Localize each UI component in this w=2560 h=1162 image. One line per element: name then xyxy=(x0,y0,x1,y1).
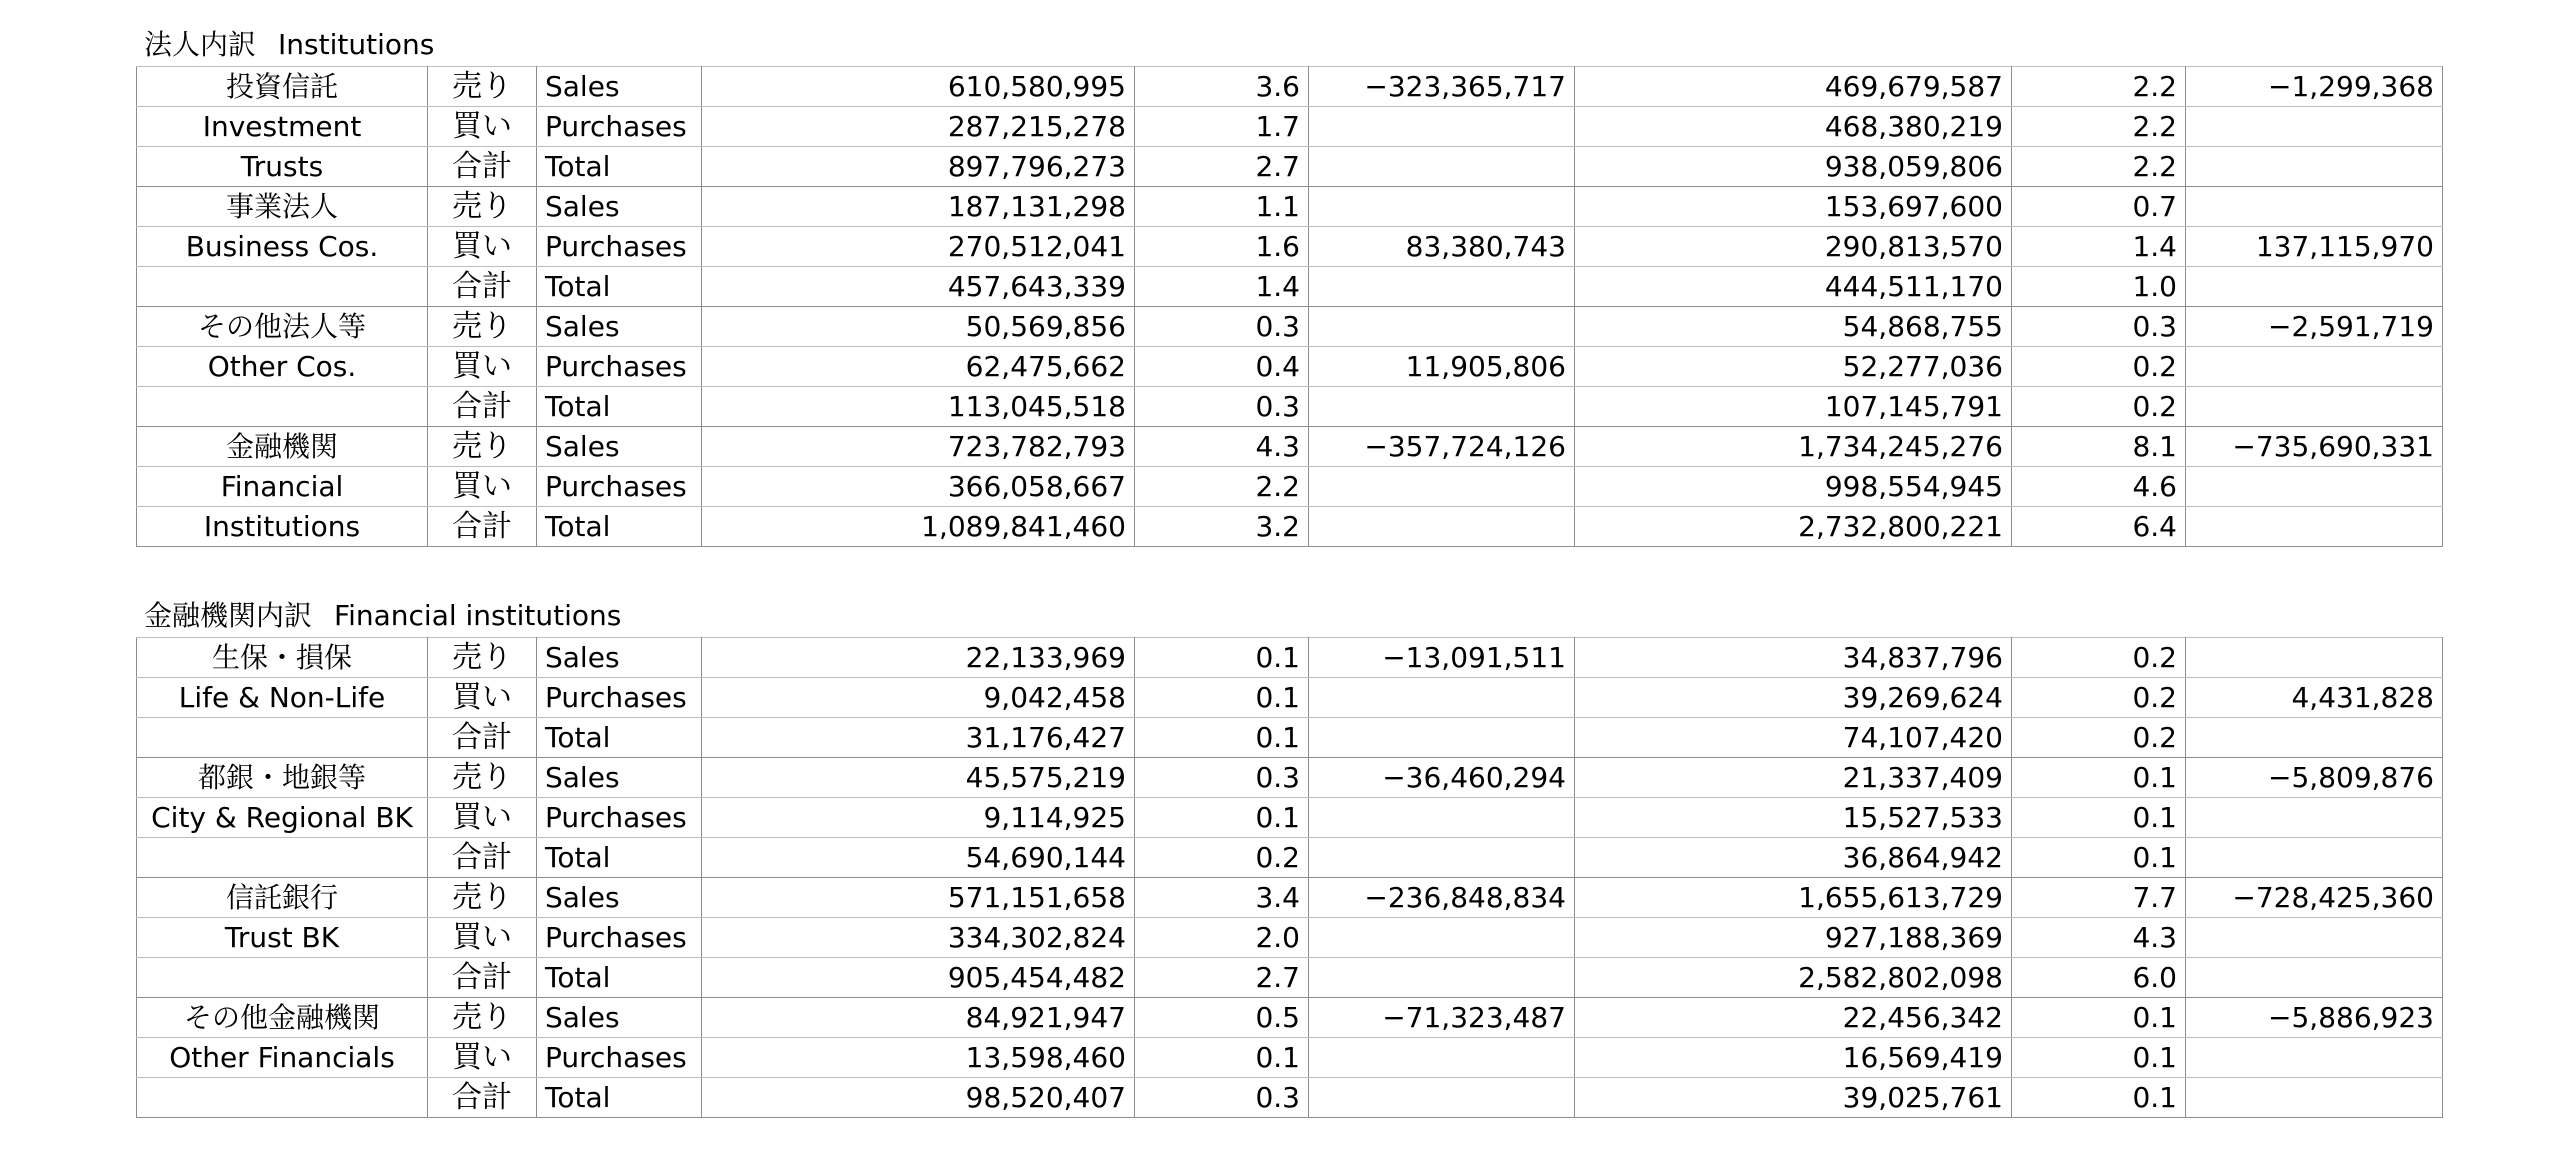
value-current: 187,131,298 xyxy=(702,187,1135,227)
balance-previous: −5,809,876 xyxy=(2186,758,2443,798)
value-current: 723,782,793 xyxy=(702,427,1135,467)
category-name: Institutions xyxy=(137,507,428,547)
category-name xyxy=(137,267,428,307)
share-previous: 0.2 xyxy=(2012,387,2186,427)
share-current: 2.2 xyxy=(1135,467,1309,507)
category-name: Other Financials xyxy=(137,1038,428,1078)
share-current: 0.1 xyxy=(1135,1038,1309,1078)
value-current: 54,690,144 xyxy=(702,838,1135,878)
share-previous: 1.4 xyxy=(2012,227,2186,267)
value-previous: 290,813,570 xyxy=(1575,227,2012,267)
balance-current xyxy=(1309,798,1575,838)
table-row xyxy=(137,758,2443,798)
balance-current xyxy=(1309,147,1575,187)
balance-current xyxy=(1309,107,1575,147)
share-current: 0.3 xyxy=(1135,307,1309,347)
balance-current: −323,365,717 xyxy=(1309,67,1575,107)
category-name xyxy=(137,1078,428,1118)
share-previous: 4.6 xyxy=(2012,467,2186,507)
type-en: Total xyxy=(537,387,702,427)
balance-previous: −735,690,331 xyxy=(2186,427,2443,467)
table-row xyxy=(137,838,2443,878)
type-en: Sales xyxy=(537,307,702,347)
type-jp: 売り xyxy=(428,187,537,227)
value-current: 905,454,482 xyxy=(702,958,1135,998)
table-row xyxy=(137,678,2443,718)
category-name: その他金融機関 xyxy=(137,998,428,1038)
category-name: 信託銀行 xyxy=(137,878,428,918)
balance-previous: −1,299,368 xyxy=(2186,67,2443,107)
share-current: 1.6 xyxy=(1135,227,1309,267)
type-en: Sales xyxy=(537,638,702,678)
value-previous: 34,837,796 xyxy=(1575,638,2012,678)
balance-previous xyxy=(2186,958,2443,998)
table-row xyxy=(137,918,2443,958)
table-row xyxy=(137,467,2443,507)
table-row xyxy=(137,718,2443,758)
type-jp: 合計 xyxy=(428,147,537,187)
table-row xyxy=(137,427,2443,467)
share-current: 0.1 xyxy=(1135,638,1309,678)
share-current: 0.1 xyxy=(1135,718,1309,758)
share-current: 2.7 xyxy=(1135,958,1309,998)
type-en: Purchases xyxy=(537,347,702,387)
type-jp: 合計 xyxy=(428,387,537,427)
value-current: 62,475,662 xyxy=(702,347,1135,387)
balance-current xyxy=(1309,187,1575,227)
type-en: Sales xyxy=(537,67,702,107)
type-en: Sales xyxy=(537,427,702,467)
category-name: Business Cos. xyxy=(137,227,428,267)
value-previous: 107,145,791 xyxy=(1575,387,2012,427)
category-name: Other Cos. xyxy=(137,347,428,387)
value-previous: 153,697,600 xyxy=(1575,187,2012,227)
share-current: 2.7 xyxy=(1135,147,1309,187)
share-current: 0.2 xyxy=(1135,838,1309,878)
type-jp: 売り xyxy=(428,638,537,678)
value-previous: 1,655,613,729 xyxy=(1575,878,2012,918)
balance-previous: 137,115,970 xyxy=(2186,227,2443,267)
balance-previous: −5,886,923 xyxy=(2186,998,2443,1038)
type-jp: 合計 xyxy=(428,958,537,998)
balance-previous xyxy=(2186,638,2443,678)
category-name xyxy=(137,718,428,758)
value-current: 9,042,458 xyxy=(702,678,1135,718)
value-previous: 52,277,036 xyxy=(1575,347,2012,387)
value-previous: 1,734,245,276 xyxy=(1575,427,2012,467)
share-previous: 2.2 xyxy=(2012,67,2186,107)
share-previous: 6.0 xyxy=(2012,958,2186,998)
value-previous: 927,188,369 xyxy=(1575,918,2012,958)
share-current: 2.0 xyxy=(1135,918,1309,958)
balance-previous xyxy=(2186,507,2443,547)
type-en: Sales xyxy=(537,758,702,798)
category-name: Trusts xyxy=(137,147,428,187)
value-current: 9,114,925 xyxy=(702,798,1135,838)
category-name xyxy=(137,387,428,427)
value-previous: 468,380,219 xyxy=(1575,107,2012,147)
value-current: 287,215,278 xyxy=(702,107,1135,147)
category-name: その他法人等 xyxy=(137,307,428,347)
share-previous: 0.7 xyxy=(2012,187,2186,227)
balance-previous: −2,591,719 xyxy=(2186,307,2443,347)
section-title-financial-institutions xyxy=(144,599,621,633)
type-en: Sales xyxy=(537,878,702,918)
value-current: 1,089,841,460 xyxy=(702,507,1135,547)
type-jp: 売り xyxy=(428,878,537,918)
balance-previous xyxy=(2186,387,2443,427)
balance-previous xyxy=(2186,718,2443,758)
type-en: Total xyxy=(537,267,702,307)
share-previous: 4.3 xyxy=(2012,918,2186,958)
value-previous: 938,059,806 xyxy=(1575,147,2012,187)
type-en: Total xyxy=(537,958,702,998)
balance-current xyxy=(1309,467,1575,507)
balance-previous: −728,425,360 xyxy=(2186,878,2443,918)
type-jp: 合計 xyxy=(428,718,537,758)
share-current: 3.2 xyxy=(1135,507,1309,547)
share-previous: 2.2 xyxy=(2012,147,2186,187)
value-previous: 39,269,624 xyxy=(1575,678,2012,718)
value-previous: 998,554,945 xyxy=(1575,467,2012,507)
share-previous: 0.1 xyxy=(2012,1038,2186,1078)
type-jp: 買い xyxy=(428,227,537,267)
value-current: 31,176,427 xyxy=(702,718,1135,758)
share-current: 1.7 xyxy=(1135,107,1309,147)
value-current: 98,520,407 xyxy=(702,1078,1135,1118)
balance-current xyxy=(1309,958,1575,998)
share-current: 4.3 xyxy=(1135,427,1309,467)
balance-previous xyxy=(2186,1078,2443,1118)
table-row xyxy=(137,267,2443,307)
type-en: Purchases xyxy=(537,227,702,267)
share-previous: 0.1 xyxy=(2012,758,2186,798)
category-name xyxy=(137,958,428,998)
share-previous: 1.0 xyxy=(2012,267,2186,307)
value-current: 897,796,273 xyxy=(702,147,1135,187)
table-row xyxy=(137,958,2443,998)
share-current: 3.4 xyxy=(1135,878,1309,918)
share-current: 1.1 xyxy=(1135,187,1309,227)
type-jp: 売り xyxy=(428,67,537,107)
type-en: Purchases xyxy=(537,678,702,718)
balance-previous xyxy=(2186,798,2443,838)
balance-current xyxy=(1309,718,1575,758)
balance-current xyxy=(1309,1078,1575,1118)
value-previous: 2,732,800,221 xyxy=(1575,507,2012,547)
table-row xyxy=(137,638,2443,678)
share-previous: 0.1 xyxy=(2012,798,2186,838)
value-current: 113,045,518 xyxy=(702,387,1135,427)
table-row xyxy=(137,107,2443,147)
value-current: 457,643,339 xyxy=(702,267,1135,307)
balance-current xyxy=(1309,678,1575,718)
table-row xyxy=(137,507,2443,547)
type-en: Sales xyxy=(537,187,702,227)
value-previous: 444,511,170 xyxy=(1575,267,2012,307)
balance-previous: 4,431,828 xyxy=(2186,678,2443,718)
type-en: Purchases xyxy=(537,918,702,958)
table-row xyxy=(137,347,2443,387)
category-name: 生保・損保 xyxy=(137,638,428,678)
balance-previous xyxy=(2186,267,2443,307)
value-current: 84,921,947 xyxy=(702,998,1135,1038)
share-current: 0.1 xyxy=(1135,798,1309,838)
balance-previous xyxy=(2186,187,2443,227)
value-current: 571,151,658 xyxy=(702,878,1135,918)
table-row xyxy=(137,878,2443,918)
type-jp: 買い xyxy=(428,107,537,147)
balance-current: −236,848,834 xyxy=(1309,878,1575,918)
category-name: 事業法人 xyxy=(137,187,428,227)
value-current: 45,575,219 xyxy=(702,758,1135,798)
share-previous: 0.3 xyxy=(2012,307,2186,347)
type-en: Purchases xyxy=(537,1038,702,1078)
category-name: Life & Non-Life xyxy=(137,678,428,718)
type-jp: 売り xyxy=(428,307,537,347)
balance-current: 83,380,743 xyxy=(1309,227,1575,267)
type-jp: 買い xyxy=(428,347,537,387)
table-row xyxy=(137,1038,2443,1078)
section-title-en: Institutions xyxy=(278,28,435,61)
type-jp: 合計 xyxy=(428,267,537,307)
category-name: 投資信託 xyxy=(137,67,428,107)
table-row xyxy=(137,227,2443,267)
type-jp: 売り xyxy=(428,427,537,467)
type-jp: 合計 xyxy=(428,507,537,547)
share-previous: 0.2 xyxy=(2012,678,2186,718)
share-previous: 0.2 xyxy=(2012,638,2186,678)
share-current: 1.4 xyxy=(1135,267,1309,307)
type-en: Purchases xyxy=(537,798,702,838)
type-en: Total xyxy=(537,718,702,758)
share-previous: 8.1 xyxy=(2012,427,2186,467)
share-current: 0.3 xyxy=(1135,758,1309,798)
value-previous: 39,025,761 xyxy=(1575,1078,2012,1118)
value-previous: 21,337,409 xyxy=(1575,758,2012,798)
type-jp: 買い xyxy=(428,918,537,958)
value-previous: 74,107,420 xyxy=(1575,718,2012,758)
share-previous: 0.1 xyxy=(2012,1078,2186,1118)
balance-previous xyxy=(2186,467,2443,507)
balance-current xyxy=(1309,387,1575,427)
type-en: Total xyxy=(537,838,702,878)
balance-current xyxy=(1309,1038,1575,1078)
share-current: 0.3 xyxy=(1135,1078,1309,1118)
section-title-jp: 法人内訳 xyxy=(144,28,257,61)
value-current: 22,133,969 xyxy=(702,638,1135,678)
type-en: Total xyxy=(537,507,702,547)
category-name: 都銀・地銀等 xyxy=(137,758,428,798)
balance-current xyxy=(1309,838,1575,878)
section-title-jp: 金融機関内訳 xyxy=(144,599,313,632)
type-jp: 買い xyxy=(428,467,537,507)
share-previous: 7.7 xyxy=(2012,878,2186,918)
value-current: 334,302,824 xyxy=(702,918,1135,958)
balance-current xyxy=(1309,507,1575,547)
balance-current xyxy=(1309,267,1575,307)
type-jp: 合計 xyxy=(428,838,537,878)
balance-previous xyxy=(2186,1038,2443,1078)
balance-previous xyxy=(2186,347,2443,387)
value-current: 270,512,041 xyxy=(702,227,1135,267)
share-current: 0.4 xyxy=(1135,347,1309,387)
category-name: Investment xyxy=(137,107,428,147)
table-row xyxy=(137,387,2443,427)
share-current: 0.5 xyxy=(1135,998,1309,1038)
balance-current: −36,460,294 xyxy=(1309,758,1575,798)
category-name xyxy=(137,838,428,878)
table-row xyxy=(137,67,2443,107)
balance-previous xyxy=(2186,107,2443,147)
balance-previous xyxy=(2186,918,2443,958)
share-current: 3.6 xyxy=(1135,67,1309,107)
type-en: Total xyxy=(537,147,702,187)
category-name: City & Regional BK xyxy=(137,798,428,838)
balance-current: −357,724,126 xyxy=(1309,427,1575,467)
type-jp: 買い xyxy=(428,678,537,718)
type-jp: 売り xyxy=(428,758,537,798)
table-row xyxy=(137,1078,2443,1118)
balance-current: 11,905,806 xyxy=(1309,347,1575,387)
type-jp: 売り xyxy=(428,998,537,1038)
type-en: Sales xyxy=(537,998,702,1038)
financial-institutions-table xyxy=(136,637,2443,1118)
share-previous: 2.2 xyxy=(2012,107,2186,147)
value-previous: 36,864,942 xyxy=(1575,838,2012,878)
table-row xyxy=(137,147,2443,187)
table-row xyxy=(137,798,2443,838)
type-en: Purchases xyxy=(537,467,702,507)
value-previous: 469,679,587 xyxy=(1575,67,2012,107)
balance-current: −71,323,487 xyxy=(1309,998,1575,1038)
type-en: Purchases xyxy=(537,107,702,147)
type-jp: 買い xyxy=(428,798,537,838)
balance-current xyxy=(1309,307,1575,347)
balance-previous xyxy=(2186,147,2443,187)
section-title-en: Financial institutions xyxy=(334,599,622,632)
type-jp: 合計 xyxy=(428,1078,537,1118)
value-previous: 2,582,802,098 xyxy=(1575,958,2012,998)
type-en: Total xyxy=(537,1078,702,1118)
value-current: 610,580,995 xyxy=(702,67,1135,107)
value-current: 13,598,460 xyxy=(702,1038,1135,1078)
value-current: 50,569,856 xyxy=(702,307,1135,347)
share-previous: 0.2 xyxy=(2012,718,2186,758)
table-row xyxy=(137,307,2443,347)
balance-previous xyxy=(2186,838,2443,878)
share-current: 0.3 xyxy=(1135,387,1309,427)
balance-current xyxy=(1309,918,1575,958)
share-current: 0.1 xyxy=(1135,678,1309,718)
value-previous: 54,868,755 xyxy=(1575,307,2012,347)
balance-current: −13,091,511 xyxy=(1309,638,1575,678)
share-previous: 0.1 xyxy=(2012,838,2186,878)
category-name: Trust BK xyxy=(137,918,428,958)
value-previous: 22,456,342 xyxy=(1575,998,2012,1038)
table-row xyxy=(137,187,2443,227)
section-title-institutions xyxy=(144,28,434,62)
share-previous: 6.4 xyxy=(2012,507,2186,547)
value-previous: 16,569,419 xyxy=(1575,1038,2012,1078)
type-jp: 買い xyxy=(428,1038,537,1078)
share-previous: 0.1 xyxy=(2012,998,2186,1038)
institutions-table xyxy=(136,66,2443,547)
value-previous: 15,527,533 xyxy=(1575,798,2012,838)
share-previous: 0.2 xyxy=(2012,347,2186,387)
category-name: Financial xyxy=(137,467,428,507)
value-current: 366,058,667 xyxy=(702,467,1135,507)
category-name: 金融機関 xyxy=(137,427,428,467)
table-row xyxy=(137,998,2443,1038)
